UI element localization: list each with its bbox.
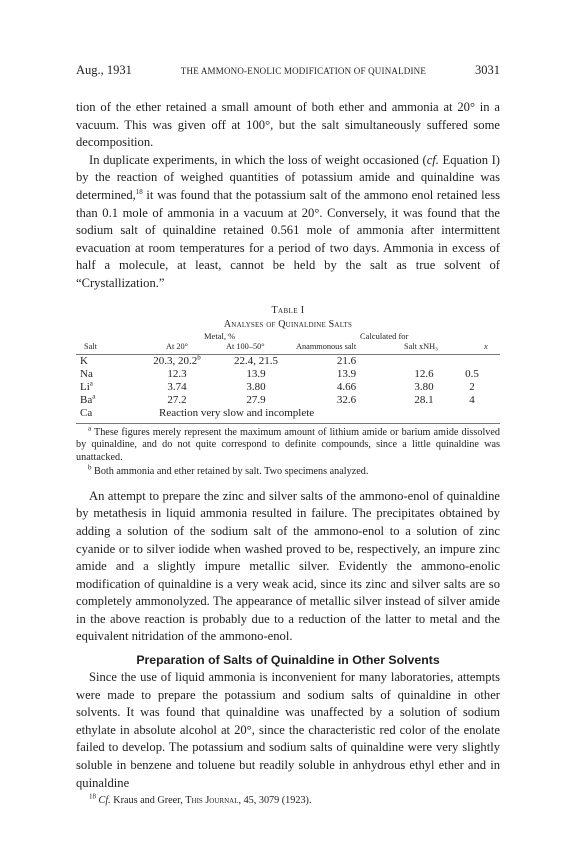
- table-footnote-a: $^a$ These figures merely represent the maximum amount of lithium amide or barium amide dissolved by quinaldine, and do not quite correspond to definite compounds, since a little quinaldine was unattacked.: [76, 424, 500, 464]
- table-1: [76, 304, 500, 479]
- body-text-top: [76, 99, 500, 293]
- paragraph-duplicate-experiments: In duplicate experiments, in which the loss of weight occasioned (cf. Equation I) by the reaction of weighed quantities of potassium amide and quinaldine was determined,$^{18}$ it was found that the potassium salt of the ammono enol retained less than 0.1 mole of ammonia in a vacuum at 20°. Conversely, it was found that the sodium salt of quinaldine retained 0.561 mole of ammonia after intermittent evacuation at room temperatures for a period of two days. Ammonia in excess of half a molecule, at least, cannot be held by the salt as true solvent of “Crystallization.”: [76, 152, 501, 290]
- section-heading: Preparation of Salts of Quinaldine in Other Solvents: [136, 653, 440, 668]
- header-title: THE AMMONO-ENOLIC MODIFICATION OF QUINALDINE: [180, 66, 427, 76]
- table-row: Ca Reaction very slow and incomplete: [80, 407, 490, 420]
- col-salt-xnh3: Salt xNH₃: [404, 341, 439, 351]
- ca-note: Reaction very slow and incomplete: [159, 407, 315, 420]
- paragraph-zinc-silver: An attempt to prepare the zinc and silver salts of the ammono-enol of quinaldine by metathesis in liquid ammonia resulted in failure. The precipitates obtained by adding a solution of the sodium salt of the ammono-enol to a solution of zinc cyanide or to silver iodide when washed proved to be, respectively, an impure zinc amide and a slightly impure metallic silver. Evidently the ammono-enolic modification of quinaldine is a very weak acid, since its zinc and silver salts are so completely ammonolyzed. The appearance of metallic silver instead of silver amide in the above reaction is probably due to a reduction of the latter to metal and the equivalent nitridation of the ammono-enol.: [76, 488, 500, 644]
- col-x: x: [484, 341, 488, 351]
- table-row: K 20.3, 20.2$^b$ 22.4, 21.5 21.6: [80, 352, 357, 367]
- group-metal: Metal, %: [204, 330, 236, 341]
- table-row: Na 12.3 13.9 13.9 12.6 0.5: [80, 367, 479, 380]
- journal-name: This Journal: [185, 795, 239, 807]
- table-subtitle: Analyses of Quinaldine Salts: [223, 318, 353, 330]
- table-body: [80, 352, 490, 421]
- table-column-header: [76, 341, 500, 355]
- running-header: [76, 63, 500, 83]
- cf-italic: cf.: [426, 152, 439, 167]
- body-text-bottom: [76, 488, 500, 793]
- page-footnote-18: $^{18}$ Cf. Kraus and Greer, This Journal, 45, 3079 (1923).: [89, 792, 312, 807]
- header-date: Aug., 1931: [76, 63, 132, 77]
- col-at-100-50: At 100–50°: [226, 341, 265, 351]
- col-at-20: At 20°: [166, 341, 188, 351]
- col-anammonous: Anammonous salt: [296, 341, 357, 351]
- paragraph-other-solvents: Since the use of liquid ammonia is inconvenient for many laboratories, attempts were made to prepare the potassium and sodium salts of quinaldine in other solvents. It was found that quinaldine was unaffected by a solution of sodium ethylate in absolute alcohol at 20°, since the characteristic red color of the enolate failed to develop. The potassium and sodium salts of quinaldine were very slightly soluble in benzene and toluene but readily soluble in anhydrous ethyl ether and in quinaldine: [76, 670, 500, 790]
- page-number: 3031: [474, 63, 500, 77]
- paragraph-continuation: tion of the ether retained a small amount of both ether and ammonia at 20° in a vacuum. This was given off at 100°, but the salt simultaneously suffered some decomposition.: [76, 100, 500, 150]
- table-row: Ba$^a$ 27.2 27.9 32.6 28.1 4: [80, 392, 475, 407]
- table-group-header: [76, 332, 500, 341]
- group-calculated: Calculated for: [360, 330, 409, 341]
- table-label: Table I: [271, 304, 305, 316]
- journal-page: [76, 63, 500, 807]
- table-footnotes: [76, 423, 500, 479]
- table-footnote-b: $^b$ Both ammonia and ether retained by salt. Two specimens analyzed.: [88, 463, 369, 477]
- col-salt: Salt: [84, 341, 97, 351]
- table-row: Li$^a$ 3.74 3.80 4.66 3.80 2: [80, 379, 475, 393]
- footnote-ref-18[interactable]: 18: [135, 187, 143, 196]
